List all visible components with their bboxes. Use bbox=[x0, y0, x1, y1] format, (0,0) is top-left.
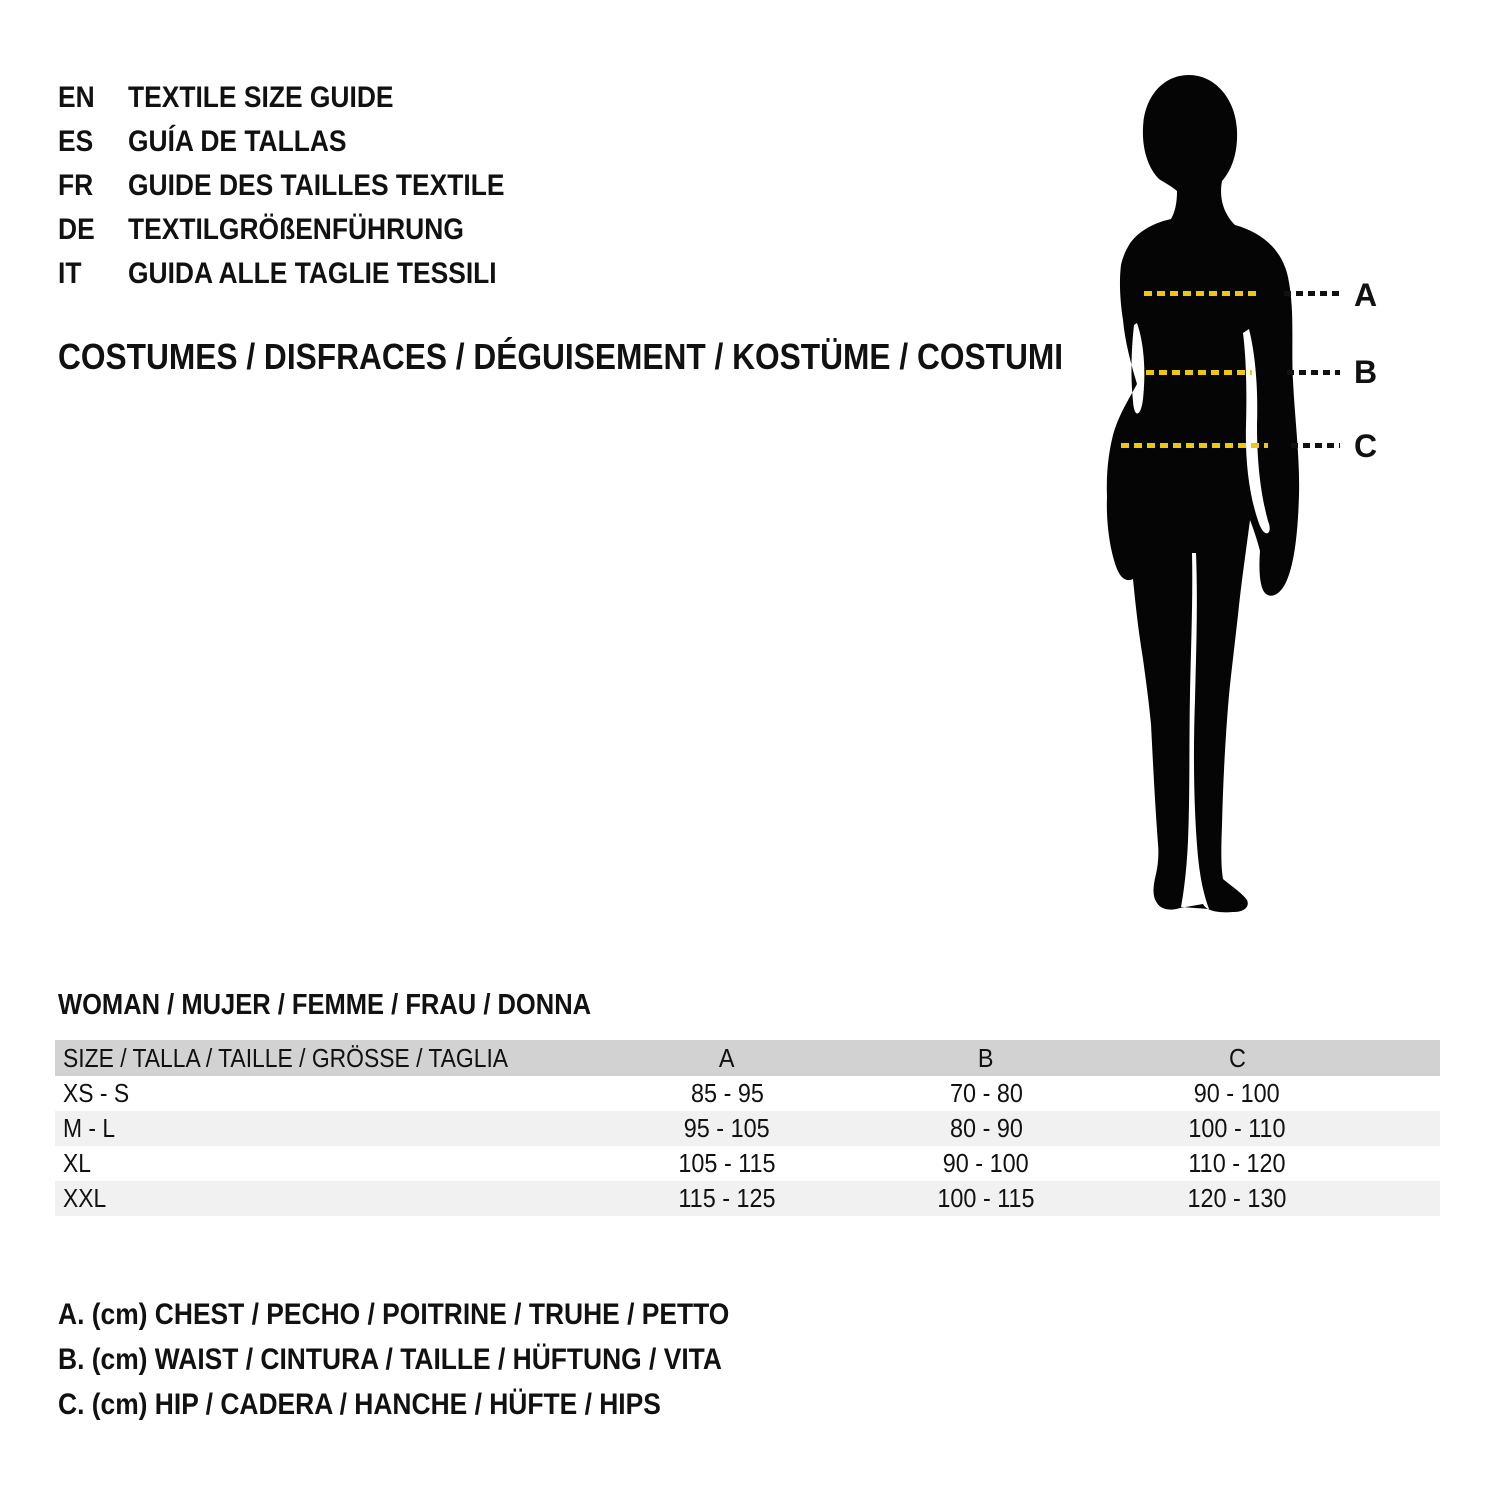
value-cell-b: 100 - 115 bbox=[937, 1183, 1035, 1213]
table-row bbox=[55, 1181, 1440, 1216]
language-code: EN bbox=[58, 81, 95, 114]
table-row bbox=[55, 1111, 1440, 1146]
chest-leader-line bbox=[1284, 291, 1341, 296]
section-heading-woman: WOMAN / MUJER / FEMME / FRAU / DONNA bbox=[58, 989, 592, 1021]
language-code: IT bbox=[58, 257, 82, 290]
guide-title-de: TEXTILGRÖßENFÜHRUNG bbox=[128, 213, 464, 246]
hip-measure-line bbox=[1121, 443, 1268, 448]
guide-title-en: TEXTILE SIZE GUIDE bbox=[128, 81, 394, 114]
category-heading: COSTUMES / DISFRACES / DÉGUISEMENT / KOSTÜME / COSTUMI bbox=[58, 336, 1064, 377]
value-cell-c: 110 - 120 bbox=[1188, 1148, 1286, 1178]
language-code: DE bbox=[58, 213, 95, 246]
guide-title-es: GUÍA DE TALLAS bbox=[128, 125, 347, 158]
size-cell: XXL bbox=[63, 1183, 107, 1213]
language-row-de bbox=[58, 208, 556, 252]
guide-title-fr: GUIDE DES TAILLES TEXTILE bbox=[128, 169, 505, 202]
language-row-en bbox=[58, 76, 556, 120]
value-cell-a: 105 - 115 bbox=[678, 1148, 776, 1178]
header-col-a: A bbox=[719, 1042, 735, 1073]
chest-measure-line bbox=[1144, 291, 1258, 296]
value-cell-c: 120 - 130 bbox=[1187, 1183, 1287, 1213]
size-cell: XL bbox=[63, 1148, 91, 1178]
measure-label-b: B bbox=[1354, 354, 1378, 390]
measure-label-c: C bbox=[1354, 428, 1378, 464]
measurement-footnotes bbox=[58, 1292, 821, 1427]
measure-label-a: A bbox=[1354, 277, 1378, 313]
table-row bbox=[55, 1076, 1440, 1111]
language-code: ES bbox=[58, 125, 94, 158]
value-cell-c: 90 - 100 bbox=[1194, 1078, 1280, 1108]
size-table-header bbox=[55, 1040, 1440, 1076]
guide-title-it: GUIDA ALLE TAGLIE TESSILI bbox=[128, 257, 497, 290]
header-col-c: C bbox=[1228, 1042, 1246, 1073]
language-row-es bbox=[58, 120, 556, 164]
footnote-hip: C. (cm) HIP / CADERA / HANCHE / HÜFTE / HIPS bbox=[58, 1387, 661, 1421]
value-cell-a: 85 - 95 bbox=[690, 1078, 764, 1108]
hip-leader-line bbox=[1291, 443, 1340, 448]
waist-leader-line bbox=[1287, 370, 1340, 375]
value-cell-b: 70 - 80 bbox=[949, 1078, 1023, 1108]
size-table bbox=[55, 1040, 1440, 1216]
value-cell-a: 95 - 105 bbox=[684, 1113, 770, 1143]
value-cell-a: 115 - 125 bbox=[678, 1183, 776, 1213]
size-cell: XS - S bbox=[63, 1078, 130, 1108]
language-row-fr bbox=[58, 164, 556, 208]
footnote-waist: B. (cm) WAIST / CINTURA / TAILLE / HÜFTUNG / VITA bbox=[58, 1342, 722, 1376]
value-cell-b: 90 - 100 bbox=[943, 1148, 1029, 1178]
header-col-b: B bbox=[978, 1042, 994, 1073]
footnote-chest: A. (cm) CHEST / PECHO / POITRINE / TRUHE / PETTO bbox=[58, 1297, 730, 1331]
value-cell-b: 80 - 90 bbox=[949, 1113, 1023, 1143]
header-size-label: SIZE / TALLA / TAILLE / GRÖSSE / TAGLIA bbox=[63, 1042, 509, 1073]
size-cell: M - L bbox=[63, 1113, 116, 1143]
language-code: FR bbox=[58, 169, 94, 202]
value-cell-c: 100 - 110 bbox=[1188, 1113, 1286, 1143]
waist-measure-line bbox=[1146, 370, 1252, 375]
table-row bbox=[55, 1146, 1440, 1181]
woman-silhouette-figure bbox=[1093, 73, 1310, 919]
language-row-it bbox=[58, 252, 556, 296]
language-title-list bbox=[58, 76, 556, 296]
